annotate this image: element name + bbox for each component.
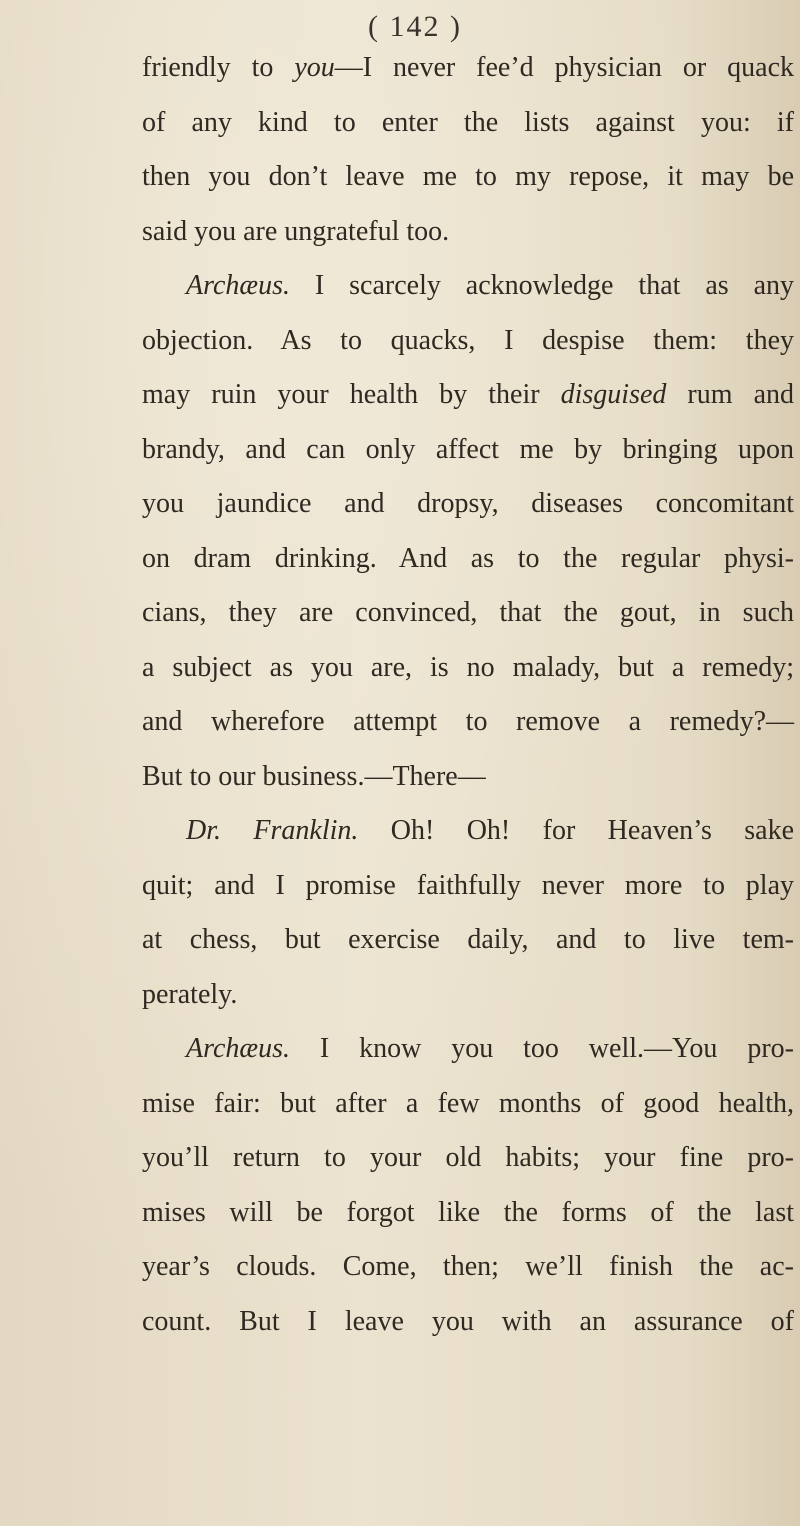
text-run: mises will be forgot like the forms of the last [142, 1196, 794, 1228]
text-line [142, 539, 794, 579]
text-run: cians, they are convinced, that the gout, in such [142, 597, 794, 628]
text-run: a subject as you are, is no malady, but a remedy; [142, 651, 794, 683]
text-run: Oh! Oh! for Heaven’s sake [358, 815, 795, 846]
text-run: objection. As to quacks, I despise them: they [142, 324, 794, 356]
text-line [142, 975, 794, 1015]
text-line [142, 157, 794, 197]
text-run: I scarcely acknowledge that as any [289, 270, 794, 301]
text-line [186, 811, 794, 851]
text-line [142, 212, 794, 252]
text-run: may ruin your health by their [142, 379, 561, 410]
text-run: then you don’t leave me to my repose, it may be [142, 161, 794, 192]
text-run: said you are ungrateful too. [142, 215, 450, 247]
italic-text: you [294, 52, 335, 83]
text-run: year’s clouds. Come, then; we’ll finish the ac- [142, 1251, 794, 1282]
text-run: brandy, and can only affect me by bringing upon [142, 433, 794, 465]
text-run: on dram drinking. And as to the regular physi- [142, 542, 794, 574]
text-line [142, 757, 794, 797]
text-line [142, 48, 794, 88]
text-run: quit; and I promise faithfully never more to play [142, 869, 794, 901]
italic-text: Archæus. [186, 270, 290, 301]
text-line [142, 702, 794, 742]
text-line [142, 1138, 794, 1178]
text-run: rum and [666, 379, 795, 410]
italic-text: Archæus. [186, 1033, 290, 1064]
text-line [186, 266, 794, 306]
text-run: of any kind to enter the lists against you: if [142, 106, 794, 138]
text-line [142, 593, 794, 633]
text-run: perately. [142, 978, 238, 1010]
text-line [142, 1193, 794, 1233]
text-run: you jaundice and dropsy, diseases concomitant [142, 488, 794, 519]
text-run: friendly to [142, 52, 295, 83]
text-run: count. But I leave you with an assurance of [142, 1305, 794, 1337]
italic-text: Dr. Franklin. [186, 815, 359, 846]
page-number: ( 142 ) [368, 10, 462, 43]
text-run: at chess, but exercise daily, and to live tem- [142, 924, 794, 955]
text-run: I know you too well.—You pro- [289, 1033, 794, 1064]
text-line [142, 484, 794, 524]
text-line [142, 920, 794, 960]
text-line [142, 430, 794, 470]
text-run: But to our business.—There— [142, 760, 486, 792]
text-line [142, 375, 794, 415]
text-run: —I never fee’d physician or quack [334, 52, 794, 83]
text-line [142, 1302, 794, 1342]
text-line [142, 321, 794, 361]
text-line [142, 648, 794, 688]
italic-text: disguised [560, 379, 667, 410]
text-run: you’ll return to your old habits; your fine pro- [142, 1142, 794, 1173]
text-line [186, 1029, 794, 1069]
text-line [142, 103, 794, 143]
text-run: and wherefore attempt to remove a remedy?— [142, 706, 794, 737]
text-line [142, 1084, 794, 1124]
text-line [142, 1247, 794, 1287]
text-run: mise fair: but after a few months of good health, [142, 1087, 794, 1119]
text-line [142, 866, 794, 906]
